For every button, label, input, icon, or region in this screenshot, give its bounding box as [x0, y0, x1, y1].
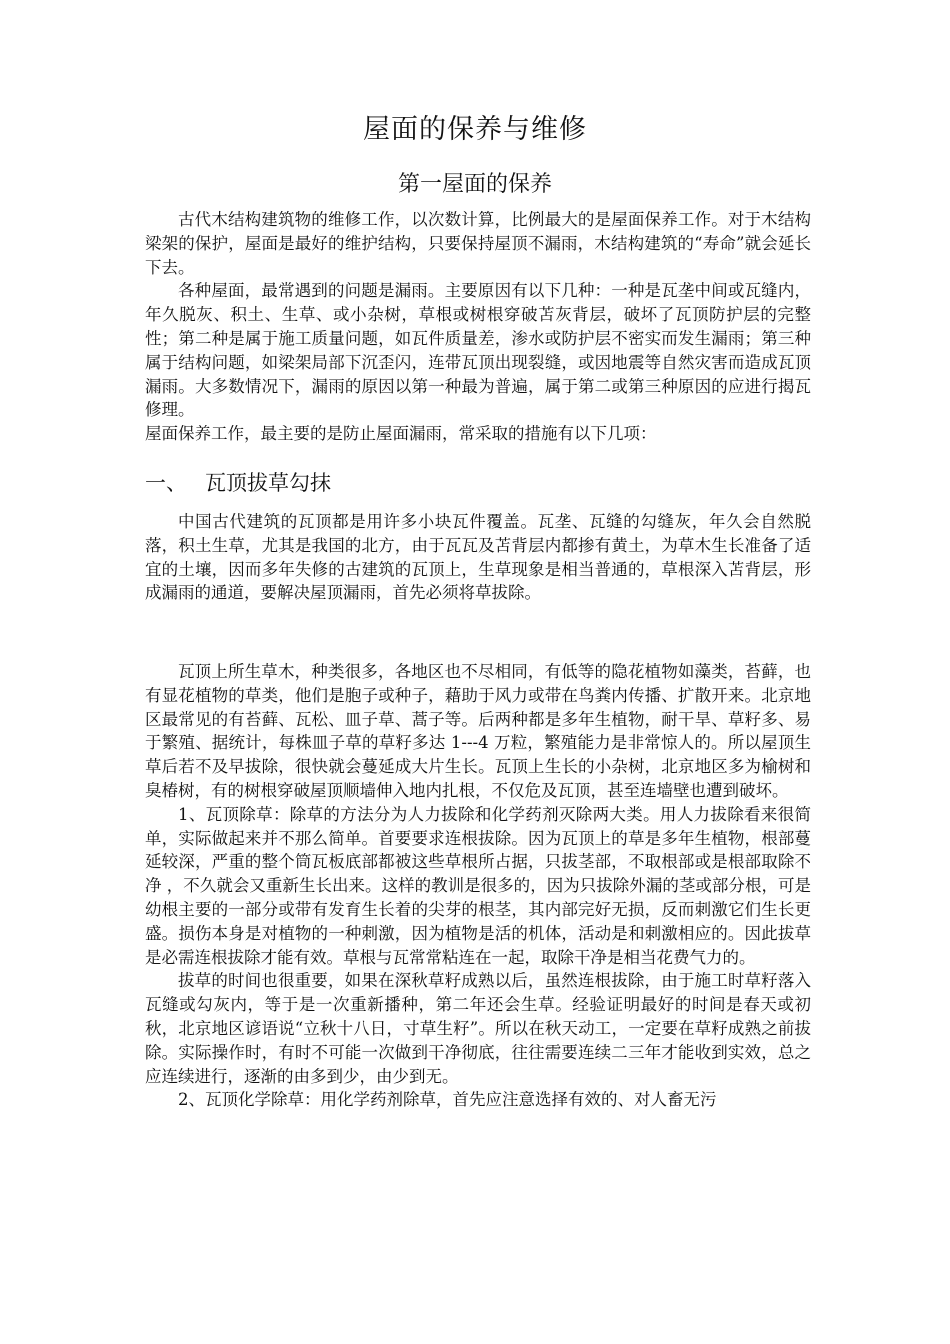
section-paragraph-3: 1、瓦顶除草：除草的方法分为人力拔除和化学药剂灭除两大类。用人力拔除看来很简单，实际做起来并不那么简单。首要要求连根拔除。因为瓦顶上的草是多年生植物，根部蔓延较深，严重的整个筒瓦板底部都被这些草根所占据，只拔茎部，不取根部或是根部取除不净 ，不久就会又重新生长出来。这样的教训是很多的，因为只拔除外漏的茎或部分根，可是幼根主要的一部分或带有发育生长着的尖芽的根茎，其内部完好无损，反而刺激它们生长更盛。损伤本身是对植物的一种刺激，因为植物是活的机体，活动是和刺激相应的。因此拔草是必需连根拔除才能有效。草根与瓦常常粘连在一起，取除干净是相当花费气力的。: [145, 804, 811, 967]
intro-section: [145, 208, 811, 446]
section-paragraph-block-2: [145, 660, 811, 1112]
chapter-subtitle: 第一屋面的保养: [397, 172, 552, 197]
intro-paragraph-1: 古代木结构建筑物的维修工作，以次数计算，比例最大的是屋面保养工作。对于木结构梁架的保护，屋面是最好的维护结构，只要保持屋顶不漏雨，木结构建筑的“寿命”就会延长下去。: [145, 210, 811, 277]
section-paragraph-2: 瓦顶上所生草木，种类很多，各地区也不尽相同，有低等的隐花植物如藻类，苔藓，也有显花植物的草类，他们是胞子或种子，藉助于风力或带在鸟粪内传播、扩散开来。北京地区最常见的有苔藓、瓦松、皿子草、蒿子等。后两种都是多年生植物，耐干旱、草籽多、易于繁殖、据统计，每株皿子草的草籽多达 1---4 万粒，繁殖能力是非常惊人的。所以屋顶生草后若不及早拔除，很快就会蔓延成大片生长。瓦顶上生长的小杂树，北京地区多为榆树和臭椿树，有的树根穿破屋顶顺墙伸入地内扎根，不仅危及瓦顶，甚至连墙壁也遭到破坏。: [145, 662, 811, 800]
section-number: 一、: [145, 471, 187, 495]
section-title: 瓦顶拔草勾抹: [205, 471, 331, 495]
section-paragraph-block-1: [145, 510, 811, 605]
section-paragraph-1: 中国古代建筑的瓦顶都是用许多小块瓦件覆盖。瓦垄、瓦缝的勾缝灰，年久会自然脱落，积土生草，尤其是我国的北方，由于瓦瓦及苫背层内都掺有黄土，为草木生长准备了适宜的土壤，因而多年失修的古建筑的瓦顶上，生草现象是相当普通的，草根深入苫背层，形成漏雨的通道，要解决屋顶漏雨，首先必须将草拔除。: [145, 512, 811, 603]
section-heading: [145, 469, 811, 497]
document-title: 屋面的保养与维修: [363, 114, 587, 145]
intro-paragraph-3: 屋面保养工作，最主要的是防止屋面漏雨，常采取的措施有以下几项：: [145, 424, 657, 444]
section-paragraph-4: 拔草的时间也很重要，如果在深秋草籽成熟以后，虽然连根拔除，由于施工时草籽落入瓦缝或勾灰内，等于是一次重新播种，第二年还会生草。经验证明最好的时间是春天或初秋，北京地区谚语说“立秋十八日，寸草生籽”。所以在秋天动工，一定要在草籽成熟之前拔除。实际操作时，有时不可能一次做到干净彻底，往往需要连续二三年才能收到实效，总之应连续进行，逐渐的由多到少，由少到无。: [145, 971, 811, 1086]
section-paragraph-5: 2、瓦顶化学除草：用化学药剂除草，首先应注意选择有效的、对人畜无污: [178, 1090, 717, 1110]
intro-paragraph-2: 各种屋面，最常遇到的问题是漏雨。主要原因有以下几种：一种是瓦垄中间或瓦缝内，年久脱灰、积土、生草、或小杂树，草根或树根穿破苫灰背层，破坏了瓦顶防护层的完整性；第二种是属于施工质量问题，如瓦件质量差，渗水或防护层不密实而发生漏雨；第三种属于结构问题，如梁架局部下沉歪闪，连带瓦顶出现裂缝，或因地震等自然灾害而造成瓦顶漏雨。大多数情况下，漏雨的原因以第一种最为普遍，属于第二或第三种原因的应进行揭瓦修理。: [145, 281, 811, 420]
